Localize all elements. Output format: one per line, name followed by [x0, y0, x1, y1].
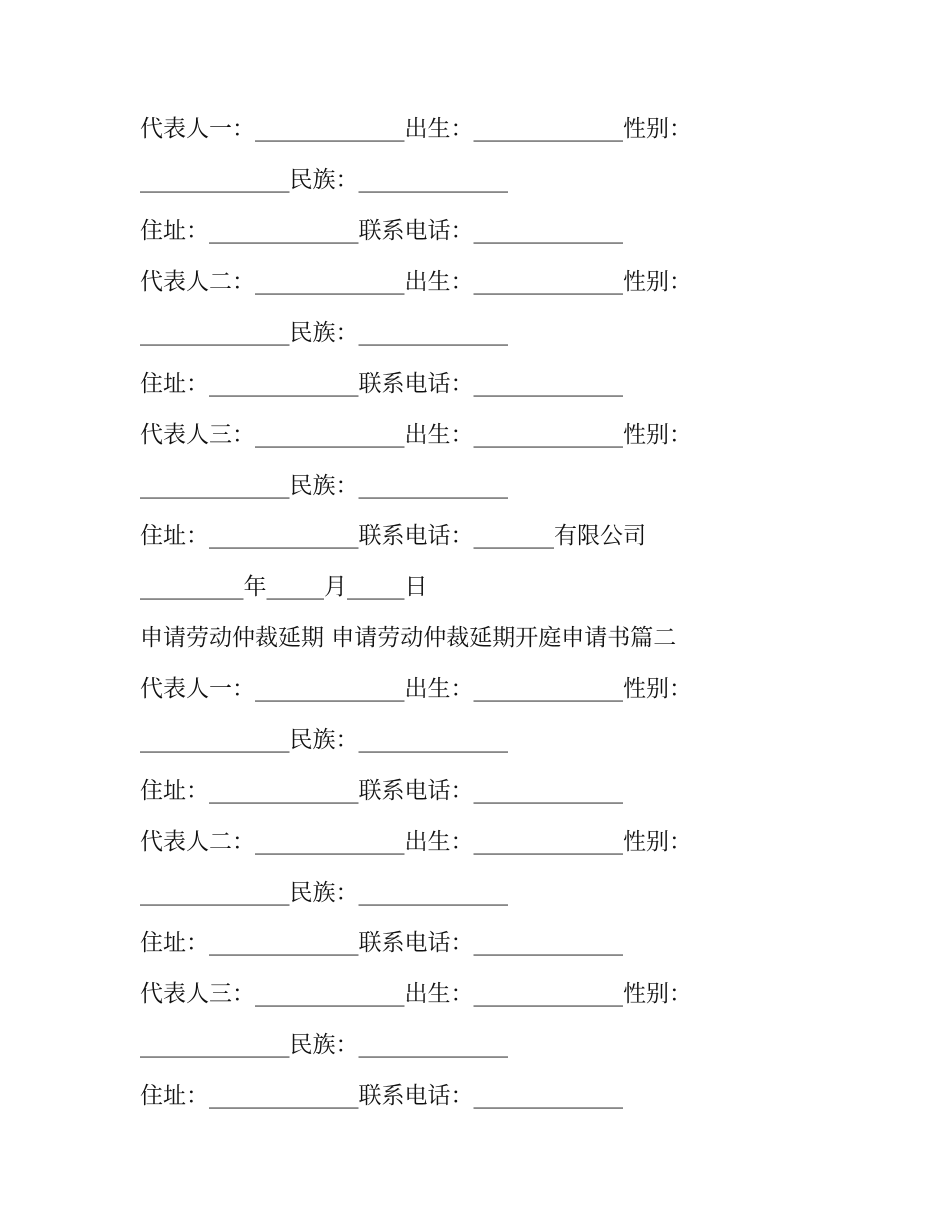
rep3-name-birth-gender-line-2: 代表人三：_____________出生：_____________性别：: [140, 981, 692, 1007]
rep1-address-phone-line-2: 住址：_____________联系电话：_____________: [140, 778, 623, 804]
rep2-address-phone-line-2: 住址：_____________联系电话：_____________: [140, 930, 623, 956]
rep2-ethnicity-line: _____________民族：_____________: [140, 320, 508, 346]
rep3-ethnicity-line: _____________民族：_____________: [140, 473, 508, 499]
rep3-ethnicity-line-2: _____________民族：_____________: [140, 1032, 508, 1058]
rep2-name-birth-gender-line: 代表人二：_____________出生：_____________性别：: [140, 269, 692, 295]
rep1-ethnicity-line: _____________民族：_____________: [140, 167, 508, 193]
rep2-address-phone-line: 住址：_____________联系电话：_____________: [140, 371, 623, 397]
date-line: _________年_____月_____日: [140, 574, 428, 600]
rep1-name-birth-gender-line: 代表人一：_____________出生：_____________性别：: [140, 116, 692, 142]
rep2-ethnicity-line-2: _____________民族：_____________: [140, 880, 508, 906]
rep3-address-phone-line-2: 住址：_____________联系电话：_____________: [140, 1083, 623, 1109]
rep1-address-phone-line: 住址：_____________联系电话：_____________: [140, 218, 623, 244]
rep3-address-phone-company-line: 住址：_____________联系电话：_______有限公司: [140, 523, 646, 549]
rep1-name-birth-gender-line-2: 代表人一：_____________出生：_____________性别：: [140, 676, 692, 702]
rep2-name-birth-gender-line-2: 代表人二：_____________出生：_____________性别：: [140, 829, 692, 855]
rep3-name-birth-gender-line: 代表人三：_____________出生：_____________性别：: [140, 422, 692, 448]
section-title: 申请劳动仲裁延期 申请劳动仲裁延期开庭申请书篇二: [140, 625, 677, 651]
rep1-ethnicity-line-2: _____________民族：_____________: [140, 727, 508, 753]
